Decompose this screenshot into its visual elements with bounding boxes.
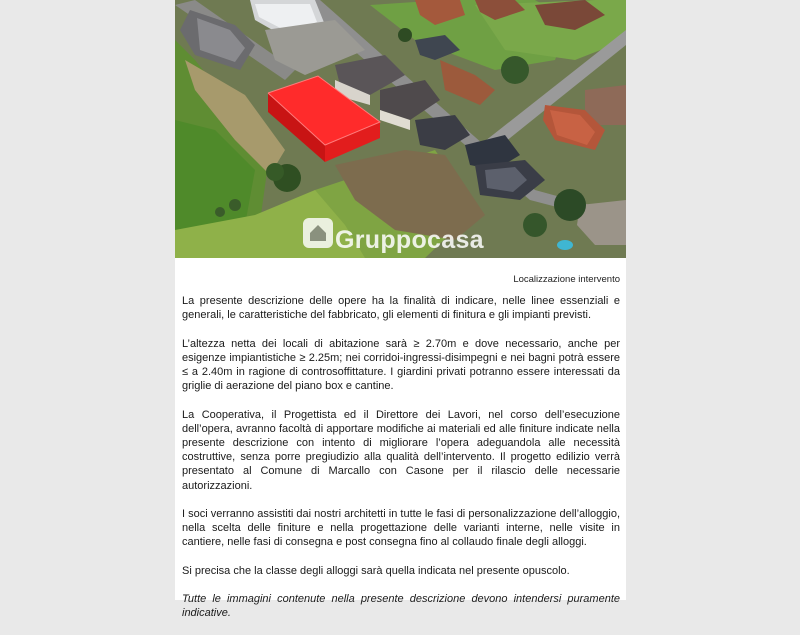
image-caption: Localizzazione intervento (513, 274, 620, 285)
paragraph-cooperative: La Cooperativa, il Progettista ed il Direttore dei Lavori, nel corso dell’esecuzione dell’opera, avranno facoltà di apportare modifiche ai materiali ed alle finiture indicate nella presente descrizione con intento di migliorare l’opera adeguandola alle necessità costruttive, senza porre pregiudizio alla qualità dell’intervento. Il progetto edilizio verrà presentato al Comune di Marcallo con Casone per il rilascio delle necessarie autorizzazioni. (182, 408, 620, 492)
aerial-photo (175, 0, 626, 258)
disclaimer-note: Tutte le immagini contenute nella presente descrizione devono intendersi puramente indicative. (182, 593, 620, 620)
description-text (182, 294, 620, 635)
document-page (175, 0, 626, 620)
paragraph-intro: La presente descrizione delle opere ha la finalità di indicare, nelle linee essenziali e generali, le caratteristiche del fabbricato, gli elementi di finitura e gli impianti previsti. (182, 295, 620, 322)
gruppocasa-logo-icon (303, 218, 333, 248)
watermark-text: Gruppocasa (335, 226, 484, 254)
paragraph-heights: L’altezza netta dei locali di abitazione sarà ≥ 2.70m e dove necessario, anche per esigenze impiantistiche ≥ 2.25m; nei corridoi-ingressi-disimpegni e nei bagni potrà essere ≤ a 2.40m in ragione di controsoffittature. I giardini privati potranno essere interessati da griglie di aerazione del piano box e cantine. (182, 337, 620, 393)
paragraph-class: Si precisa che la classe degli alloggi sarà quella indicata nel presente opuscolo. (182, 564, 570, 577)
paragraph-assistance: I soci verranno assistiti dai nostri architetti in tutte le fasi di personalizzazione dell’alloggio, nella scelta delle finiture e nella progettazione delle varianti interne, nelle visite in cantiere, nelle fasi di consegna e post consegna fino al collaudo finale degli alloggi. (182, 508, 620, 549)
